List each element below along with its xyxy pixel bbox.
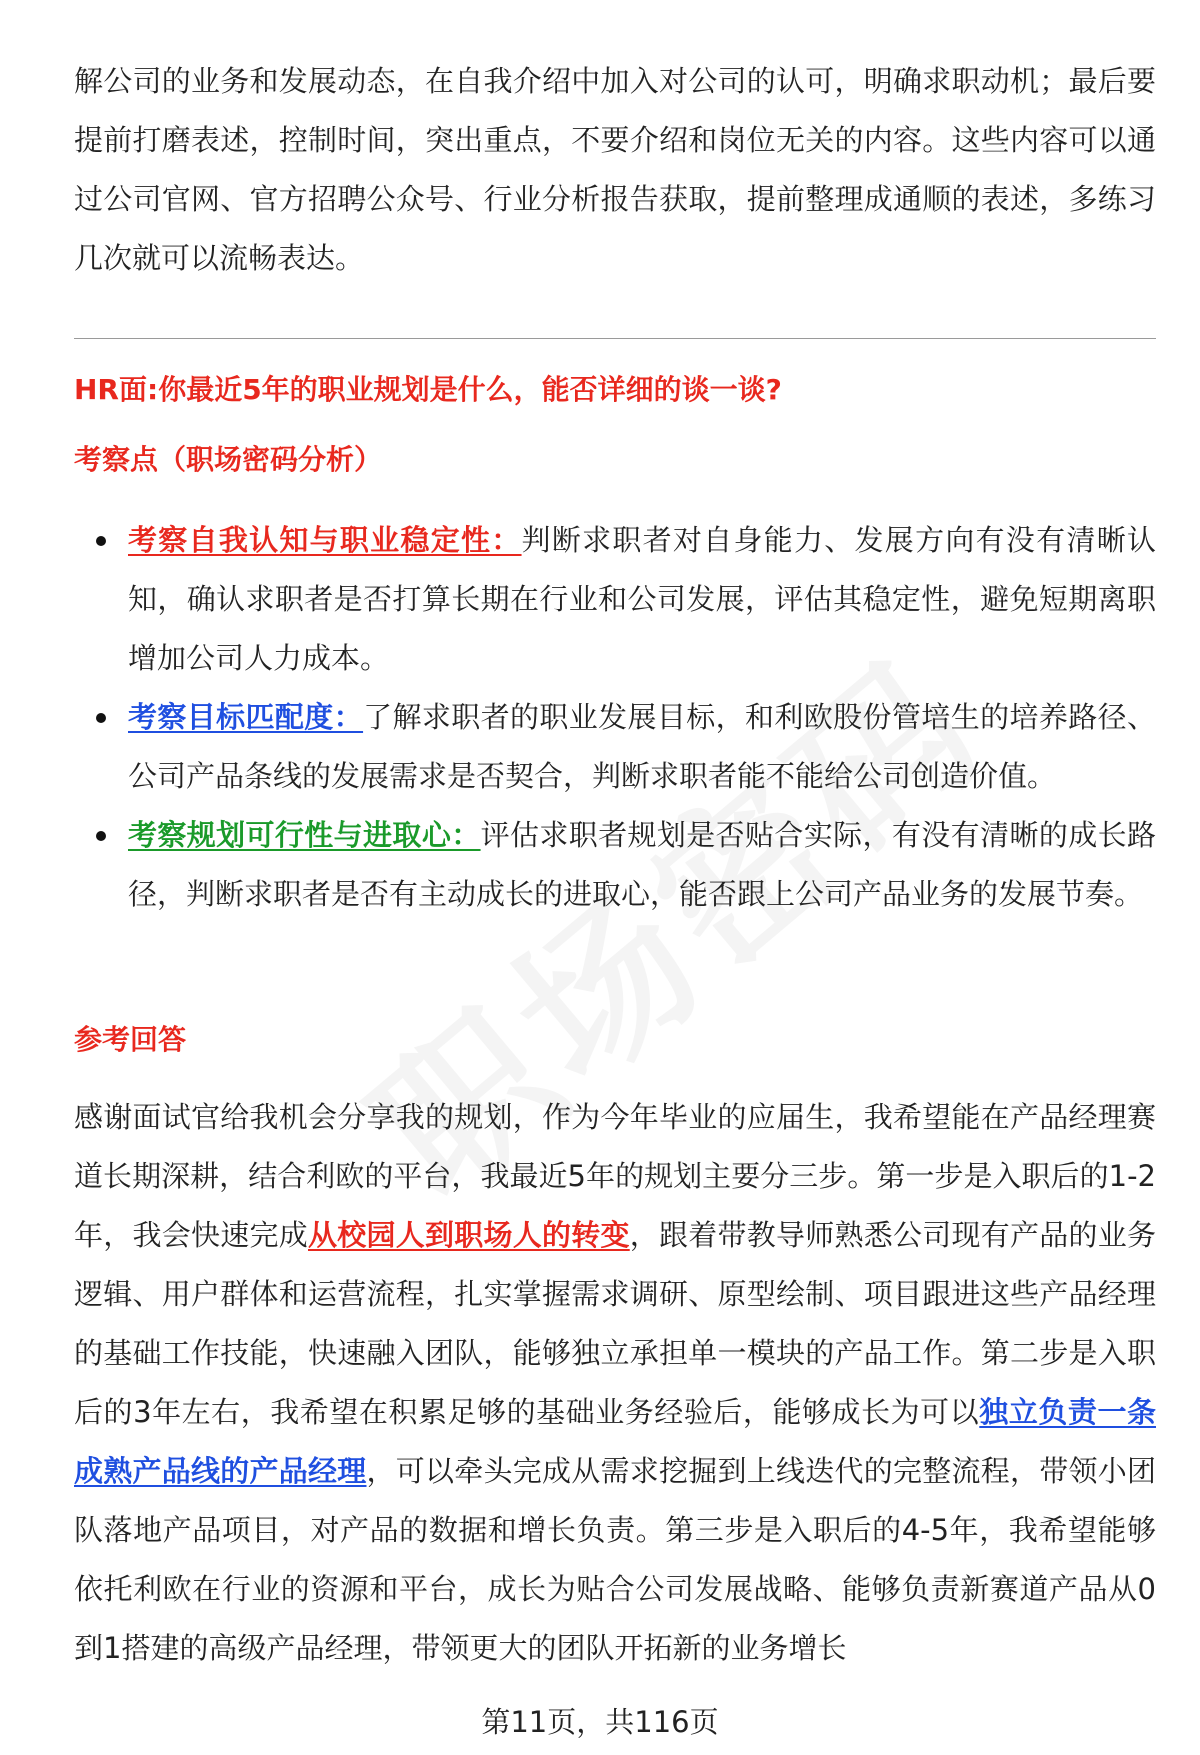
answer-highlight-1: 从校园人到职场人的转变 xyxy=(308,1218,630,1252)
answer-text-3: ，可以牵头完成从需求挖掘到上线迭代的完整流程，带领小团队落地产品项目，对产品的数据和增长负责。第三步是入职后的4-5年，我希望能够依托利欧在行业的资源和平台，成长为贴合公司发展战略、能够负责新赛道产品从0到1搭建的高级产品经理，带领更大的团队开拓新的业务增长 xyxy=(74,1454,1156,1665)
section-divider xyxy=(74,338,1156,339)
point-text: 了解求职者的职业发展目标，和利欧股份管培生的培养路径、公司产品条线的发展需求是否契合，判断求职者能不能给公司创造价值。 xyxy=(128,700,1156,793)
answer-highlight-2: 独立负责一条成熟产品线的产品经理 xyxy=(74,1395,1156,1488)
bullet-icon xyxy=(96,713,106,723)
assessment-point xyxy=(74,511,1156,688)
answer-text-2: ，跟着带教导师熟悉公司现有产品的业务逻辑、用户群体和运营流程，扎实掌握需求调研、原型绘制、项目跟进这些产品经理的基础工作技能，快速融入团队，能够独立承担单一模块的产品工作。第二步是入职后的3年左右，我希望在积累足够的基础业务经验后，能够成长为可以 xyxy=(74,1218,1156,1429)
interview-question: HR面:你最近5年的职业规划是什么，能否详细的谈一谈? xyxy=(74,373,782,406)
point-keyword: 考察规划可行性与进取心： xyxy=(128,818,481,852)
intro-paragraph: 解公司的业务和发展动态，在自我介绍中加入对公司的认可，明确求职动机；最后要提前打磨表述，控制时间，突出重点，不要介绍和岗位无关的内容。这些内容可以通过公司官网、官方招聘公众号、行业分析报告获取，提前整理成通顺的表述，多练习几次就可以流畅表达。 xyxy=(74,64,1156,275)
point-text: 评估求职者规划是否贴合实际，有没有清晰的成长路径，判断求职者是否有主动成长的进取心，能否跟上公司产品业务的发展节奏。 xyxy=(128,818,1156,911)
answer-text-1: 感谢面试官给我机会分享我的规划，作为今年毕业的应届生，我希望能在产品经理赛道长期深耕，结合利欧的平台，我最近5年的规划主要分三步。第一步是入职后的1-2年，我会快速完成 xyxy=(74,1100,1156,1252)
assessment-points-list xyxy=(74,511,1156,924)
point-keyword: 考察目标匹配度： xyxy=(128,700,364,734)
point-keyword: 考察自我认知与职业稳定性： xyxy=(128,523,522,557)
bullet-icon xyxy=(96,831,106,841)
page-footer: 第11页，共116页 xyxy=(481,1705,719,1739)
point-text: 判断求职者对自身能力、发展方向有没有清晰认知，确认求职者是否打算长期在行业和公司发展，评估其稳定性，避免短期离职增加公司人力成本。 xyxy=(128,523,1156,675)
bullet-icon xyxy=(96,536,106,546)
answer-paragraph xyxy=(74,1088,1156,1678)
assessment-point xyxy=(74,806,1156,924)
points-heading: 考察点（职场密码分析） xyxy=(74,443,383,476)
assessment-point xyxy=(74,688,1156,806)
answer-heading: 参考回答 xyxy=(74,1023,187,1056)
